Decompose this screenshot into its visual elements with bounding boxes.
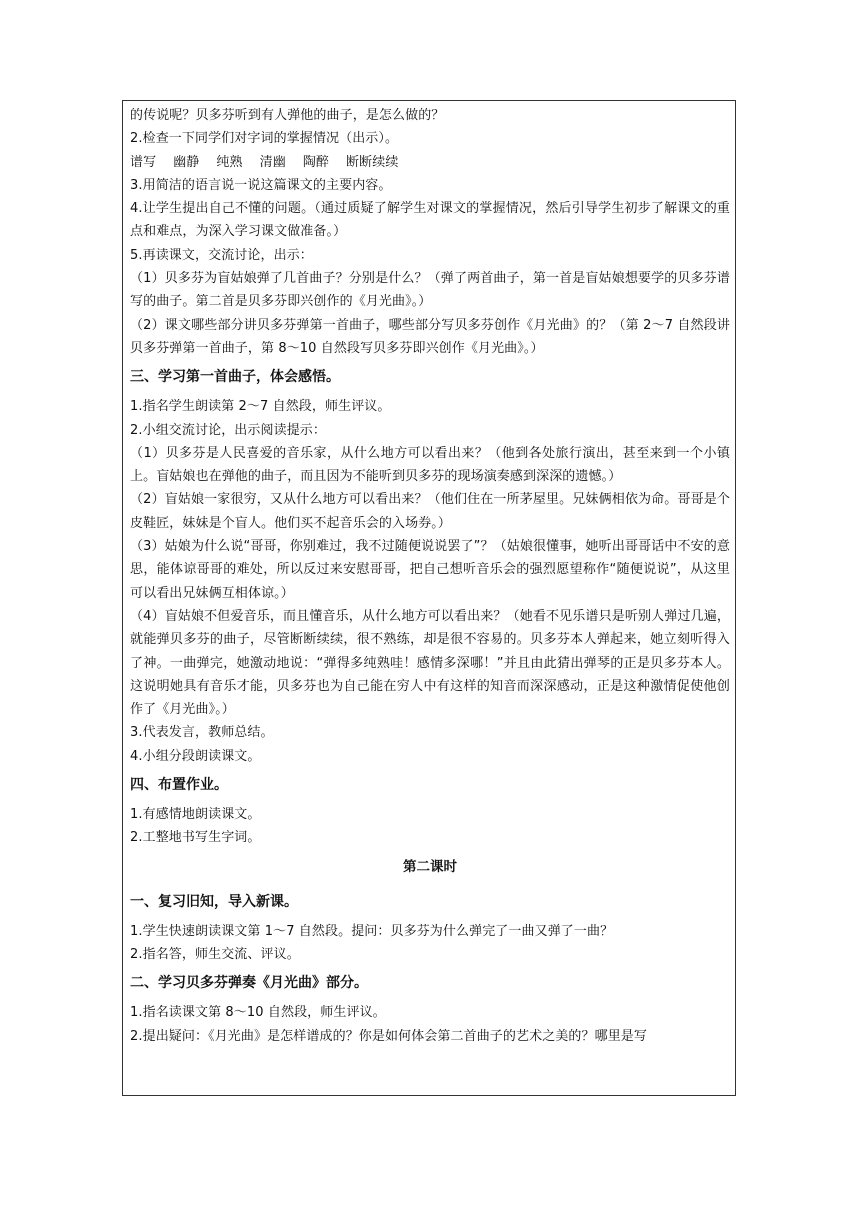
section-heading: 三、学习第一首曲子，体会感悟。 bbox=[130, 369, 340, 386]
vocab-word: 陶醉 bbox=[302, 154, 330, 170]
text-paragraph: 4.让学生提出自己不懂的问题。（通过质疑了解学生对课文的掌握情况，然后引导学生初步了解课文的重点和难点，为深入学习课文做准备。） bbox=[130, 201, 730, 240]
text-line: 1.有感情地朗读课文。 bbox=[130, 807, 261, 823]
text-line: 2.小组交流讨论，出示阅读提示： bbox=[130, 422, 327, 438]
text-line: 1.指名学生朗读第 2～7 自然段，师生评议。 bbox=[130, 399, 391, 415]
text-line: 2.工整地书写生字词。 bbox=[130, 830, 261, 846]
text-line: 1.学生快速朗读课文第 1～7 自然段。提问：贝多芬为什么弹完了一曲又弹了一曲？ bbox=[130, 923, 614, 939]
text-line: 3.代表发言，教师总结。 bbox=[130, 725, 274, 741]
vocab-word: 断断续续 bbox=[346, 154, 399, 170]
text-line: 4.小组分段朗读课文。 bbox=[130, 748, 261, 764]
text-line: 3.用简洁的语言说一说这篇课文的主要内容。 bbox=[130, 177, 392, 193]
vocab-word: 谱写 bbox=[130, 154, 157, 170]
lesson-title: 第二课时 bbox=[403, 858, 457, 875]
section-heading: 一、复习旧知，导入新课。 bbox=[130, 893, 298, 910]
vocab-word: 清幽 bbox=[259, 154, 286, 170]
text-paragraph: （1）贝多芬是人民喜爱的音乐家，从什么地方可以看出来？（他到各处旅行演出，甚至来到一个小镇上。盲姑娘也在弹他的曲子，而且因为不能听到贝多芬的现场演奏感到深深的遗憾。） bbox=[130, 445, 730, 485]
text-paragraph: （3）姑娘为什么说“哥哥，你别难过，我不过随便说说罢了”？（姑娘很懂事，她听出哥哥话中不安的意思，能体谅哥哥的难处，所以反过来安慰哥哥，把自己想听音乐会的强烈愿望称作“随便说说”，从这里可以看出兄妹俩互相体谅。） bbox=[130, 539, 730, 601]
text-line: 2.指名答，师生交流、评议。 bbox=[130, 946, 300, 962]
text-line: 5.再读课文，交流讨论，出示： bbox=[130, 247, 313, 263]
document-body bbox=[130, 104, 730, 1048]
text-line: 2.检查一下同学们对字词的掌握情况（出示）。 bbox=[130, 131, 399, 147]
vocab-word: 纯熟 bbox=[216, 154, 243, 170]
vocab-word: 幽静 bbox=[173, 154, 200, 170]
text-paragraph: （2）盲姑娘一家很穷，又从什么地方可以看出来？（他们住在一所茅屋里。兄妹俩相依为命。哥哥是个皮鞋匠，妹妹是个盲人。他们买不起音乐会的入场券。） bbox=[130, 492, 730, 531]
section-heading: 二、学习贝多芬弹奏《月光曲》部分。 bbox=[130, 975, 368, 992]
text-line: 的传说呢？贝多芬听到有人弹他的曲子，是怎么做的？ bbox=[130, 108, 445, 123]
text-line: 2.提出疑问：《月光曲》是怎样谱成的？你是如何体会第二首曲子的艺术之美的？哪里是写 bbox=[130, 1028, 648, 1044]
vocabulary-list bbox=[130, 151, 730, 174]
text-paragraph: （1）贝多芬为盲姑娘弹了几首曲子？分别是什么？（弹了两首曲子，第一首是盲姑娘想要学的贝多芬谱写的曲子。第二首是贝多芬即兴创作的《月光曲》。） bbox=[130, 271, 730, 310]
text-line: 1.指名读课文第 8～10 自然段，师生评议。 bbox=[130, 1005, 386, 1021]
text-paragraph: （2）课文哪些部分讲贝多芬弹第一首曲子，哪些部分写贝多芬创作《月光曲》的？（第 2～7 自然段讲贝多芬弹第一首曲子，第 8～10 自然段写贝多芬即兴创作《月光曲》。） bbox=[130, 317, 730, 356]
text-paragraph: （4）盲姑娘不但爱音乐，而且懂音乐，从什么地方可以看出来？（她看不见乐谱只是听别人弹过几遍，就能弹贝多芬的曲子，尽管断断续续，很不熟练，却是很不容易的。贝多芬本人弹起来，她立刻听得入了神。一曲弹完，她激动地说：“弹得多纯熟哇！感情多深哪！”并且由此猜出弹琴的正是贝多芬本人。这说明她具有音乐才能，贝多芬也为自己能在穷人中有这样的知音而深深感动，正是这种激情促使他创作了《月光曲》。） bbox=[130, 608, 730, 718]
section-heading: 四、布置作业。 bbox=[130, 777, 228, 794]
